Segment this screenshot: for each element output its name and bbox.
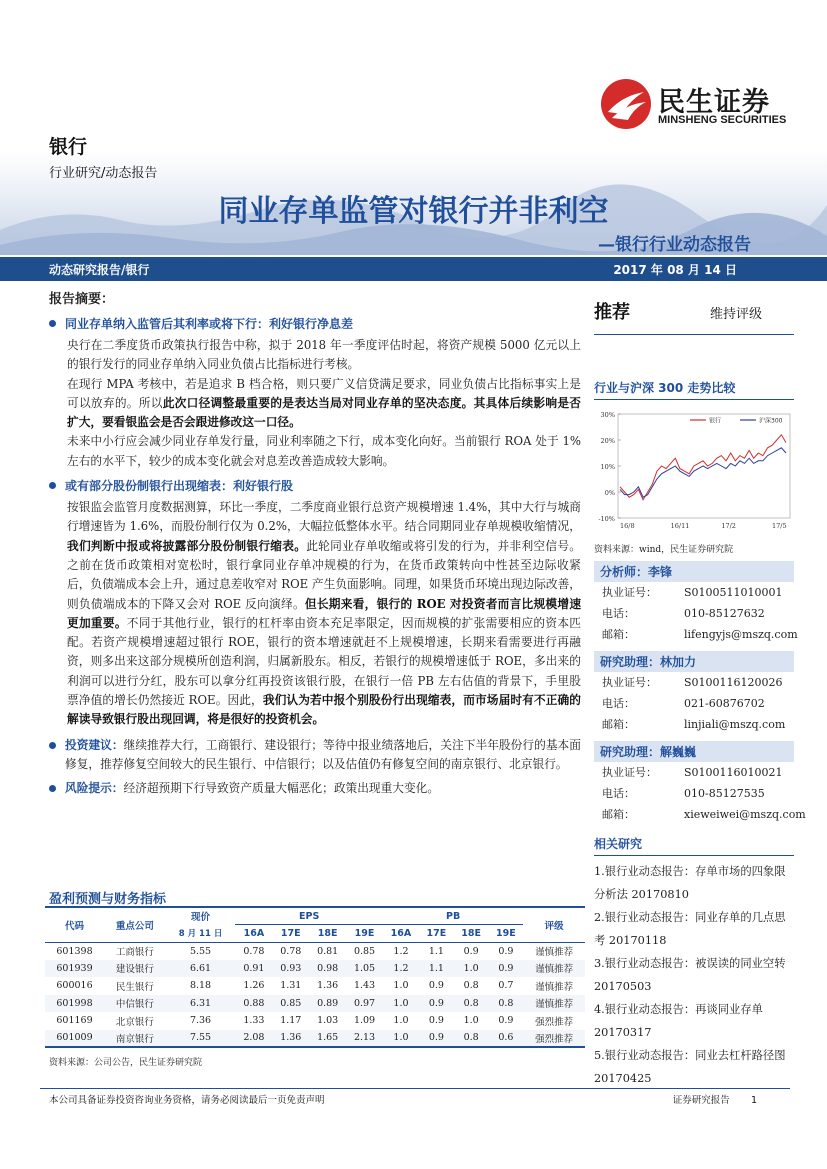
table-cell: 0.9 [454, 942, 489, 960]
table-cell: 谨慎推荐 [523, 960, 585, 978]
report-type: 行业研究/动态报告 [49, 166, 158, 181]
table-cell: 601169 [56, 1015, 93, 1027]
col-year: 19E [496, 927, 516, 939]
paragraph: 未来中小行应会减少同业存单发行量，同业利率随之下行，成本变化向好。当前银行 ROA 处于 1%左右的水平下，较少的成本变化就会对息差改善造成较大影响。 [67, 434, 581, 468]
col-rating: 评级 [523, 907, 585, 942]
sector-label: 银行 [49, 136, 88, 158]
table-cell: 1.03 [317, 1015, 339, 1027]
table-cell: 0.9 [498, 1015, 514, 1027]
table-cell: 工商银行 [104, 942, 166, 960]
table-cell: 1.31 [280, 980, 302, 992]
table-cell: 民生银行 [115, 981, 154, 993]
footer-label: 证券研究报告 [672, 1095, 730, 1106]
table-cell: 北京银行 [115, 1016, 154, 1028]
related-item[interactable]: 3.银行业动态报告：被误读的同业空转 20170503 [594, 957, 786, 993]
table-cell: 1.0 [383, 1030, 419, 1048]
col-year: 18E [461, 927, 481, 939]
table-cell: 1.65 [309, 1030, 346, 1048]
financial-table [45, 906, 585, 1048]
trend-chart [594, 406, 794, 540]
related-item[interactable]: 4.银行业动态报告：再谈同业存单 20170317 [594, 1003, 763, 1039]
related-item[interactable]: 1.银行业动态报告：存单市场的四象限分析法 20170810 [594, 865, 786, 901]
table-cell: 8.18 [189, 980, 212, 992]
table-cell: 1.0 [383, 995, 419, 1013]
table-cell: 1.2 [383, 942, 419, 960]
table-cell: 0.89 [309, 995, 346, 1013]
paragraph: 央行在二季度货币政策执行报告中称，拟于 2018 年一季度评估时起，将资产规模 5000 亿元以上的银行发行的同业存单纳入同业负债占比指标进行考核。 [67, 338, 581, 372]
table-cell: 1.0 [393, 980, 409, 992]
table-cell: 1.05 [346, 960, 383, 978]
table-cell: 0.78 [272, 942, 309, 960]
table-row [45, 977, 585, 995]
col-year: 16A [390, 927, 412, 939]
bullet-icon [49, 785, 56, 792]
table-cell: 1.36 [317, 980, 339, 992]
analyst-info-row: 执业证号： S0100116010021 [602, 766, 783, 779]
table-cell: 强烈推荐 [535, 1016, 574, 1028]
summary-heading: 报告摘要： [49, 292, 115, 307]
analyst-info-row: 邮箱： lifengyjs@mszq.com [602, 628, 798, 641]
table-cell: 601398 [45, 942, 104, 960]
related-item[interactable]: 5.银行业动态报告：同业去杠杆路径图 20170425 [594, 1049, 786, 1085]
analyst-info-row: 邮箱： linjiali@mszq.com [602, 718, 786, 731]
table-title: 盈利预测与财务指标 [49, 892, 167, 907]
x-tick-label: 17/2 [721, 522, 736, 530]
analyst-info-row: 邮箱： xieweiwei@mszq.com [602, 808, 806, 821]
table-cell: 建设银行 [104, 960, 166, 978]
col-year: 17E [426, 927, 447, 939]
y-tick-label: -10% [598, 515, 615, 523]
risk-label: 风险提示： [65, 781, 124, 796]
col-year: 19E [354, 927, 375, 939]
col-year: 18E [317, 927, 338, 939]
page-number: 1 [750, 1095, 757, 1106]
table-cell: 5.55 [166, 942, 236, 960]
table-cell: 0.6 [489, 1030, 524, 1048]
col-price: 现价 [166, 907, 236, 925]
table-row [45, 995, 585, 1013]
logo-mark-icon [600, 78, 652, 130]
paragraph: 在现行 MPA 考核中，若是追求 B 档合格，则只要广义信贷满足要求，同业负债占比指标事实上是可以放弃的。所以此次口径调整最重要的是表达当局对同业存单的坚决态度。其具体后续影响是否扩大，要看银监会是否会跟进修改这一口径。 [67, 376, 581, 430]
table-cell: 0.91 [235, 960, 272, 978]
analyst-heading: 研究助理：林加力 [594, 651, 794, 672]
col-pb: PB [383, 907, 523, 925]
risk-text: 经济超预期下行导致资产质量大幅恶化；政策出现重大变化。 [123, 781, 440, 796]
analyst-info-row: 电话： 010-85127535 [602, 787, 765, 800]
table-cell: 0.81 [309, 942, 346, 960]
table-cell: 0.9 [489, 942, 524, 960]
series-line [620, 435, 786, 500]
x-tick-label: 16/11 [670, 522, 690, 530]
table-cell: 1.17 [280, 1015, 302, 1027]
analyst-heading: 分析师：李锋 [594, 561, 794, 582]
analyst-info-row: 执业证号： S0100116120026 [602, 676, 783, 689]
table-cell: 谨慎推荐 [523, 942, 585, 960]
series-line [620, 448, 786, 497]
table-cell: 600016 [56, 980, 93, 992]
table-cell: 强烈推荐 [523, 1030, 585, 1048]
table-cell: 0.88 [235, 995, 272, 1013]
table-cell: 0.8 [489, 995, 524, 1013]
analyst-list [594, 561, 806, 825]
report-subtitle: —银行行业动态报告 [598, 235, 751, 255]
y-tick-label: 20% [600, 437, 615, 445]
rating-value: 维持评级 [709, 307, 762, 322]
table-cell: 0.85 [346, 942, 383, 960]
paragraph: 按银监会监管月度数据测算，环比一季度，二季度商业银行总资产规模增速 1.4%，其中大行与城商行增速皆为 1.6%，而股份制行仅为 0.2%，大幅拉低整体水平。结合同期同业存单规模收缩情况，我们判断中报或将披露部分股份制银行缩表。此轮同业存单收缩或将引发的行为，并非利空信号。之前在货币政策相对宽松时，银行拿同业存单冲规模的行为，在货币政策转向中性甚至边际收紧后，负债端成本会上升，通过息差收窄对 ROE 产生负面影响。同理，如果货币环境出现边际改善，则负债端成本的下降又会对 ROE 反向演绎。但长期来看，银行的 ROE 对投资者而言比规模增速更加重要。不同于其他行业，银行的杠杆率由资本充足率限定，因而规模的扩张需要相应的资本匹配。若资产规模增速超过银行 ROE，银行的资本增速就赶不上规模增速，长期来看需要进行再融资，则多出来这部分规模所创造利润，归属新股东。相反，若银行的规模增速低于 ROE，多出来的利润可以进行分红，股东可以拿分红再投资该银行股，在银行一倍 PB 左右估值的背景下，手里股票净值的增长仍然接近 ROE。因此，我们认为若中报个别股份行出现缩表，而市场届时有不正确的解读导致银行股出现回调，将是很好的投资机会。 [67, 500, 582, 727]
legend-label: 沪深300 [759, 417, 783, 425]
legend-label: 银行 [709, 417, 722, 425]
related-heading: 相关研究 [594, 835, 794, 856]
table-cell: 0.78 [235, 942, 272, 960]
table-cell: 0.9 [428, 980, 444, 992]
table-cell: 0.7 [498, 980, 514, 992]
table-cell: 1.1 [419, 942, 454, 960]
table-cell: 1.33 [243, 1015, 265, 1027]
report-title: 同业存单监管对银行并非利空 [218, 194, 609, 229]
bullet-icon [49, 320, 56, 327]
table-cell: 0.85 [272, 995, 309, 1013]
advice-text: 继续推荐大行，工商银行、建设银行；等待中报业绩落地后，关注下半年股份行的基本面修复，推荐修复空间较大的民生银行、中信银行；以及估值仍有修复空间的南京银行、北京银行。 [65, 737, 581, 771]
bullet-icon [49, 742, 56, 749]
chart-source: 资料来源：wind，民生证券研究院 [594, 545, 734, 555]
analyst-heading: 研究助理：解巍巍 [594, 741, 794, 762]
table-cell: 1.0 [393, 1015, 409, 1027]
table-cell: 6.61 [166, 960, 236, 978]
table-cell: 1.26 [243, 980, 265, 992]
section-heading: 同业存单纳入监管后其利率或将下行：利好银行净息差 [49, 315, 581, 332]
advice-label: 投资建议： [65, 737, 124, 752]
risk-block [49, 780, 581, 796]
col-eps: EPS [235, 907, 383, 925]
col-year: 16A [243, 927, 265, 939]
table-cell: 2.13 [346, 1030, 383, 1048]
footer-divider [40, 1088, 790, 1089]
table-cell: 601939 [45, 960, 104, 978]
table-cell: 南京银行 [104, 1030, 166, 1048]
table-cell: 谨慎推荐 [535, 981, 574, 993]
report-category: 动态研究报告/银行 [49, 263, 150, 277]
x-tick-label: 16/8 [620, 522, 635, 530]
footer-disclaimer: 本公司具备证券投资咨询业务资格，请务必阅读最后一页免责声明 [49, 1095, 325, 1106]
rating-row [594, 298, 794, 335]
table-cell: 6.31 [166, 995, 236, 1013]
table-cell: 0.9 [428, 1015, 444, 1027]
table-cell: 2.08 [235, 1030, 272, 1048]
table-cell: 1.2 [383, 960, 419, 978]
table-cell: 7.55 [166, 1030, 236, 1048]
summary-column [49, 288, 581, 800]
table-cell: 0.9 [419, 995, 454, 1013]
table-source: 资料来源：公司公告，民生证券研究院 [49, 1058, 203, 1068]
table-cell: 0.98 [309, 960, 346, 978]
table-cell: 1.09 [353, 1015, 376, 1027]
table-cell: 中信银行 [104, 995, 166, 1013]
y-tick-label: 0% [604, 489, 615, 497]
company-logo [600, 78, 800, 130]
sidebar-column [594, 298, 806, 1090]
table-cell: 谨慎推荐 [523, 995, 585, 1013]
related-item[interactable]: 2.银行业动态报告：同业存单的几点思考 20170118 [594, 911, 786, 947]
col-price-date: 8 月 11 日 [178, 929, 223, 939]
bullet-icon [49, 482, 56, 489]
y-tick-label: 30% [600, 411, 615, 419]
table-cell: 0.8 [454, 995, 489, 1013]
logo-text-cn: 民生证券 [658, 87, 770, 118]
report-date: 2017 年 08 月 14 日 [613, 263, 737, 277]
table-cell: 7.36 [189, 1015, 212, 1027]
analyst-info-row: 电话： 010-85127632 [602, 607, 765, 620]
table-cell: 0.9 [419, 1030, 454, 1048]
table-cell: 0.8 [454, 1030, 489, 1048]
table-cell: 1.0 [463, 1015, 479, 1027]
x-tick-label: 17/5 [772, 522, 787, 530]
col-company: 重点公司 [104, 907, 166, 942]
table-cell: 1.1 [419, 960, 454, 978]
section-heading: 或有部分股份制银行出现缩表：利好银行股 [49, 477, 581, 494]
table-cell: 0.8 [463, 980, 479, 992]
advice-block [49, 736, 581, 775]
table-row [45, 1030, 585, 1048]
info-bar [0, 257, 827, 281]
table-row [45, 1012, 585, 1030]
table-cell: 1.0 [454, 960, 489, 978]
related-list [594, 860, 794, 1090]
table-row [45, 942, 585, 960]
table-cell: 0.93 [272, 960, 309, 978]
table-cell: 0.97 [346, 995, 383, 1013]
analyst-info-row: 执业证号： S0100511010001 [602, 586, 783, 599]
table-cell: 0.9 [489, 960, 524, 978]
chart-title: 行业与沪深 300 走势比较 [594, 379, 794, 400]
col-code: 代码 [45, 907, 104, 942]
footer-right [673, 1092, 757, 1106]
logo-text-en: MINSHENG SECURITIES [658, 114, 787, 126]
table-cell: 601998 [45, 995, 104, 1013]
table-cell: 601009 [45, 1030, 104, 1048]
table-cell: 1.43 [353, 980, 376, 992]
table-cell: 1.36 [272, 1030, 309, 1048]
table-row [45, 960, 585, 978]
analyst-info-row: 电话： 021-60876702 [602, 697, 765, 710]
col-year: 17E [280, 927, 301, 939]
trend-chart-svg [594, 406, 794, 536]
y-tick-label: 10% [600, 463, 615, 471]
rating-label: 推荐 [594, 302, 630, 323]
